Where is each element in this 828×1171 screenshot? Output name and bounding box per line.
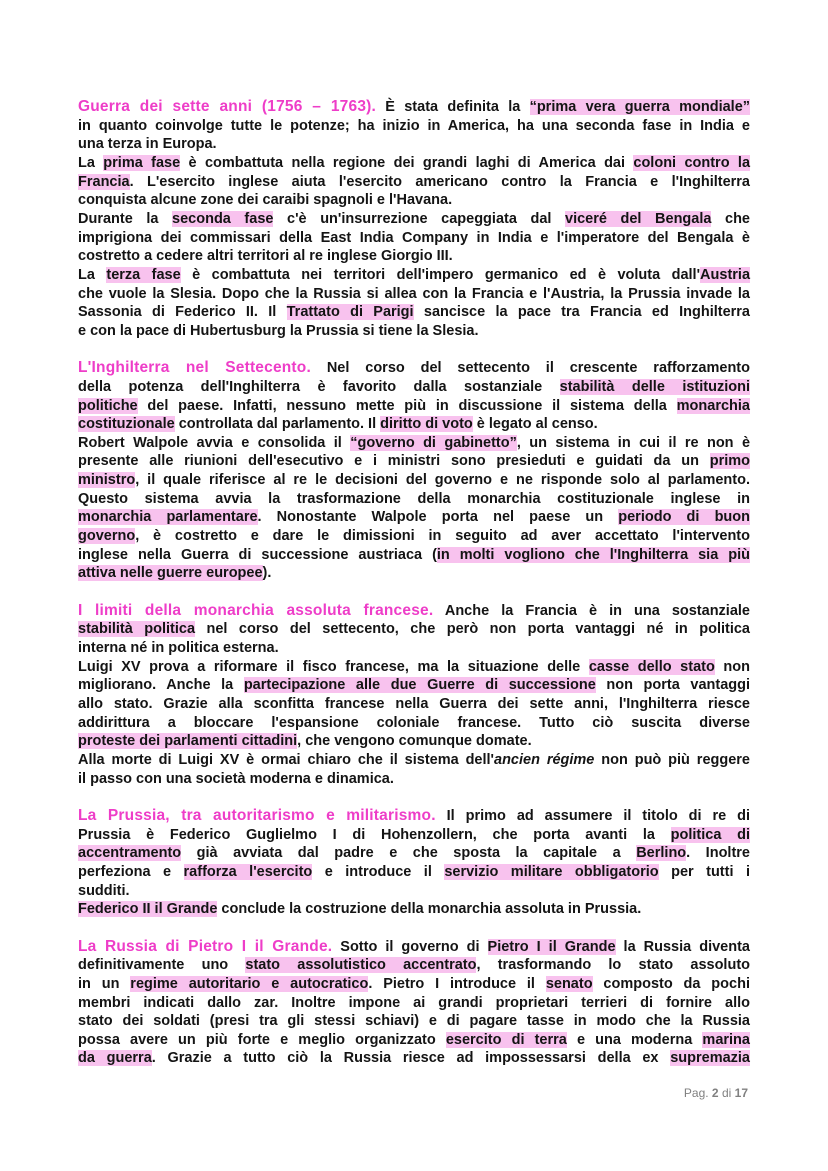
page-label: Pag. bbox=[683, 1086, 709, 1100]
highlighted-text: prima fase bbox=[103, 154, 181, 171]
highlighted-text: attiva nelle guerre europee bbox=[78, 565, 263, 582]
body-text: non bbox=[714, 658, 750, 675]
body-text: il passo con una società moderna e dinamica. bbox=[78, 770, 394, 787]
body-text: È stata definita la bbox=[376, 99, 530, 115]
text-line bbox=[78, 1031, 750, 1050]
highlighted-text: primo bbox=[709, 453, 750, 470]
text-line bbox=[78, 807, 750, 826]
body-text: Alla morte di Luigi XV è ormai chiaro che il sistema dell' bbox=[78, 751, 494, 768]
body-text: definitivamente uno bbox=[78, 957, 246, 974]
body-text: c'è un'insurrezione capeggiata dal bbox=[273, 210, 565, 227]
text-line bbox=[78, 639, 750, 658]
text-line bbox=[78, 1012, 750, 1031]
paragraph bbox=[78, 154, 750, 210]
body-text: Questo sistema avvia la trasformazione della monarchia costituzionale inglese in bbox=[78, 490, 750, 507]
body-text: già avviata dal padre e che sposta la capitale a bbox=[181, 845, 637, 862]
body-text: e introduce il bbox=[312, 863, 445, 880]
highlighted-text: Pietro I il Grande bbox=[487, 938, 616, 955]
section bbox=[78, 602, 750, 789]
body-text: allo stato. Grazie alla sconfitta francese nella Guerra dei sette anni, l'Inghilterra riesce bbox=[78, 696, 750, 712]
paragraph bbox=[78, 900, 750, 919]
section bbox=[78, 938, 750, 1069]
highlighted-text: da guerra bbox=[78, 1050, 152, 1067]
text-line bbox=[78, 173, 750, 192]
text-line bbox=[78, 229, 750, 248]
text-line bbox=[78, 471, 750, 490]
body-text: è legato al censo. bbox=[472, 416, 598, 433]
highlighted-text: regime autoritario e autocratico bbox=[130, 975, 369, 992]
highlighted-text: partecipazione alle due Guerre di successione bbox=[243, 677, 596, 694]
highlighted-text: casse dello stato bbox=[588, 658, 715, 675]
text-line bbox=[78, 732, 750, 751]
body-text: nel corso del settecento, che però non porta vantaggi né in politica bbox=[195, 621, 750, 638]
body-text: . Pietro I introduce il bbox=[368, 975, 546, 992]
text-line bbox=[78, 882, 750, 901]
body-text: , che vengono comunque domate. bbox=[297, 733, 532, 750]
highlighted-text: terza fase bbox=[106, 266, 181, 283]
text-line bbox=[78, 378, 750, 397]
text-line bbox=[78, 452, 750, 471]
body-text: Luigi XV prova a riformare il fisco francese, ma la situazione delle bbox=[78, 658, 589, 675]
body-text: non porta vantaggi bbox=[595, 677, 751, 694]
body-text: . Inoltre bbox=[686, 845, 750, 862]
text-line bbox=[78, 844, 750, 863]
text-line bbox=[78, 154, 750, 173]
body-text: Anche la Francia è in una sostanziale bbox=[433, 602, 750, 619]
text-line bbox=[78, 826, 750, 845]
paragraph bbox=[78, 938, 750, 1069]
highlighted-text: senato bbox=[545, 975, 593, 992]
body-text: è combattuta nei territori dell'impero germanico ed è voluta dall' bbox=[180, 266, 701, 283]
body-text: possa avere un più forte e meglio organizzato bbox=[78, 1031, 446, 1048]
highlighted-text: monarchia parlamentare bbox=[78, 509, 258, 526]
body-text: . Grazie a tutto ciò la Russia riesce ad impossessarsi della ex bbox=[151, 1050, 671, 1067]
body-text: che bbox=[711, 210, 750, 227]
body-text: la Russia diventa bbox=[615, 938, 750, 955]
highlighted-text: coloni contro la bbox=[633, 154, 751, 171]
text-line bbox=[78, 1049, 750, 1068]
paragraph bbox=[78, 359, 750, 434]
highlighted-text: stabilità delle istituzioni bbox=[559, 378, 750, 395]
highlighted-text: diritto di voto bbox=[380, 416, 473, 433]
body-text: sudditi. bbox=[78, 882, 130, 899]
body-text: Robert Walpole avvia e consolida il bbox=[78, 434, 351, 451]
body-text: presente alle riunioni dell'esecutivo e i ministri sono presieduti e guidati da un bbox=[78, 453, 710, 470]
highlighted-text: politica di bbox=[670, 826, 750, 843]
body-text: e con la pace di Hubertusburg la Prussia si tiene la Slesia. bbox=[78, 322, 479, 339]
text-line bbox=[78, 285, 750, 304]
page-number-footer bbox=[684, 1085, 748, 1101]
text-line bbox=[78, 620, 750, 639]
text-line bbox=[78, 695, 750, 714]
highlighted-text: Francia bbox=[78, 173, 130, 190]
highlighted-text: “governo di gabinetto” bbox=[350, 434, 517, 451]
body-text: che vuole la Slesia. Dopo che la Russia si allea con la Francia e l'Austria, la Prussia invade la bbox=[78, 285, 750, 302]
section-heading: La Prussia, tra autoritarismo e militarismo. bbox=[78, 806, 436, 824]
body-text: del paese. Infatti, nessuno mette più in discussione il sistema della bbox=[137, 397, 677, 414]
text-line bbox=[78, 508, 750, 527]
text-line bbox=[78, 714, 750, 733]
text-line bbox=[78, 322, 750, 341]
body-text: in quanto coinvolge tutte le potenze; ha inizio in America, ha una seconda fase in India e bbox=[78, 117, 750, 134]
body-text: migliorano. Anche la bbox=[78, 677, 244, 694]
paragraph bbox=[78, 807, 750, 900]
body-text: membri indicati dallo zar. Inoltre impone ai grandi proprietari terrieri di fornire allo bbox=[78, 994, 750, 1011]
text-line bbox=[78, 303, 750, 322]
highlighted-text: ministro bbox=[78, 472, 136, 489]
total-pages-number: 17 bbox=[734, 1086, 748, 1100]
text-line bbox=[78, 98, 750, 117]
text-line bbox=[78, 751, 750, 770]
highlighted-text: Trattato di Parigi bbox=[286, 304, 414, 321]
paragraph bbox=[78, 266, 750, 341]
text-line bbox=[78, 770, 750, 789]
highlighted-text: marina bbox=[702, 1031, 750, 1048]
highlighted-text: esercito di terra bbox=[445, 1031, 567, 1048]
body-text: non può più reggere bbox=[594, 751, 750, 768]
text-line bbox=[78, 863, 750, 882]
body-text: della potenza dell'Inghilterra è favorito dalla sostanziale bbox=[78, 378, 560, 395]
text-line bbox=[78, 956, 750, 975]
highlighted-text: stato assolutistico accentrato bbox=[245, 957, 477, 974]
body-text: sancisce la pace tra Francia ed Inghilterra bbox=[413, 304, 750, 321]
body-text: ). bbox=[262, 565, 272, 582]
body-text: conclude la costruzione della monarchia assoluta in Prussia. bbox=[217, 901, 642, 918]
highlighted-text: servizio militare obbligatorio bbox=[444, 863, 659, 880]
text-line bbox=[78, 135, 750, 154]
text-line bbox=[78, 546, 750, 565]
section bbox=[78, 359, 750, 583]
body-text: Prussia è Federico Guglielmo I di Hohenzollern, che porta avanti la bbox=[78, 826, 671, 843]
italic-text: ancien régime bbox=[494, 751, 595, 768]
highlighted-text: Federico II il Grande bbox=[78, 901, 218, 918]
paragraph bbox=[78, 602, 750, 658]
highlighted-text: Berlino bbox=[636, 845, 687, 862]
text-line bbox=[78, 938, 750, 957]
text-line bbox=[78, 266, 750, 285]
body-text: addirittura a bloccare l'espansione coloniale francese. Tutto ciò suscita diverse bbox=[78, 714, 750, 731]
highlighted-text: viceré del Bengala bbox=[565, 210, 712, 227]
paragraph bbox=[78, 658, 750, 751]
paragraph bbox=[78, 751, 750, 788]
text-line bbox=[78, 359, 750, 378]
highlighted-text: rafforza l'esercito bbox=[183, 863, 313, 880]
body-text: costretto a cedere altri territori al re inglese Giorgio III. bbox=[78, 248, 453, 265]
highlighted-text: in molti vogliono che l'Inghilterra sia più bbox=[436, 546, 750, 563]
highlighted-text: Austria bbox=[700, 266, 751, 283]
highlighted-text: monarchia bbox=[676, 397, 750, 414]
body-text: , il quale riferisce al re le decisioni del governo e ne risponde solo al parlamento. bbox=[135, 472, 750, 489]
body-text: perfeziona e bbox=[78, 863, 184, 880]
text-line bbox=[78, 527, 750, 546]
body-text: , un sistema in cui il re non è bbox=[516, 434, 751, 451]
paragraph bbox=[78, 434, 750, 583]
highlighted-text: supremazia bbox=[670, 1050, 750, 1067]
body-text: una terza in Europa. bbox=[78, 136, 217, 153]
body-text: . Nonostante Walpole porta nel paese un bbox=[257, 509, 619, 526]
text-line bbox=[78, 900, 750, 919]
text-line bbox=[78, 564, 750, 583]
text-line bbox=[78, 994, 750, 1013]
text-line bbox=[78, 490, 750, 509]
current-page-number: 2 bbox=[711, 1086, 719, 1100]
text-line bbox=[78, 117, 750, 136]
page-separator: di bbox=[721, 1086, 732, 1100]
body-text: per tutti i bbox=[658, 863, 750, 880]
body-text: controllata dal parlamento. Il bbox=[174, 416, 381, 433]
body-text: Sassonia di Federico II. Il bbox=[78, 304, 287, 321]
text-line bbox=[78, 415, 750, 434]
highlighted-text: governo bbox=[78, 528, 136, 545]
body-text: composto da pochi bbox=[592, 975, 750, 992]
text-line bbox=[78, 247, 750, 266]
text-line bbox=[78, 210, 750, 229]
section-heading: Guerra dei sette anni (1756 – 1763). bbox=[78, 98, 377, 115]
body-text: imprigiona dei commissari della East India Company in India e l'imperatore del Bengala è bbox=[78, 229, 750, 246]
highlighted-text: seconda fase bbox=[172, 210, 274, 227]
body-text: Il primo ad assumere il titolo di re di bbox=[435, 807, 750, 824]
body-text: La bbox=[78, 266, 107, 283]
paragraph bbox=[78, 98, 750, 154]
section-heading: I limiti della monarchia assoluta francese. bbox=[78, 601, 434, 619]
highlighted-text: proteste dei parlamenti cittadini bbox=[78, 733, 298, 750]
text-line bbox=[78, 676, 750, 695]
highlighted-text: accentramento bbox=[78, 845, 182, 862]
body-text: in un bbox=[78, 975, 131, 992]
highlighted-text: periodo di buon bbox=[618, 509, 750, 526]
body-text: , è costretto e dare le dimissioni in seguito ad aver accettato l'intervento bbox=[135, 528, 750, 545]
highlighted-text: stabilità politica bbox=[78, 621, 196, 638]
body-text: , trasformando lo stato assoluto bbox=[476, 957, 751, 974]
section bbox=[78, 807, 750, 919]
text-line bbox=[78, 397, 750, 416]
body-text: Durante la bbox=[78, 210, 173, 227]
highlighted-text: “prima vera guerra mondiale” bbox=[529, 99, 751, 115]
body-text: La bbox=[78, 154, 104, 171]
text-line bbox=[78, 658, 750, 677]
highlighted-text: politiche bbox=[78, 397, 138, 414]
body-text: conquista alcune zone dei caraibi spagnoli e l'Havana. bbox=[78, 192, 453, 209]
text-line bbox=[78, 602, 750, 621]
paragraph bbox=[78, 210, 750, 266]
body-text: Nel corso del settecento il crescente rafforzamento bbox=[310, 360, 750, 377]
body-text: è combattuta nella regione dei grandi laghi di America dai bbox=[180, 154, 634, 171]
section-heading: La Russia di Pietro I il Grande. bbox=[78, 937, 333, 955]
text-line bbox=[78, 975, 750, 994]
body-text: Sotto il governo di bbox=[332, 938, 488, 955]
body-text: . L'esercito inglese aiuta l'esercito americano contro la Francia e l'Inghilterra bbox=[129, 173, 750, 190]
text-line bbox=[78, 434, 750, 453]
body-text: interna né in politica esterna. bbox=[78, 640, 279, 657]
section-heading: L'Inghilterra nel Settecento. bbox=[78, 359, 311, 377]
section bbox=[78, 98, 750, 341]
body-text: stato dei soldati (presi tra gli stessi schiavi) e di pagare tasse in modo che la Russia bbox=[78, 1013, 750, 1030]
text-line bbox=[78, 191, 750, 210]
notes-body bbox=[78, 98, 750, 1068]
highlighted-text: costituzionale bbox=[78, 416, 175, 433]
body-text: e una moderna bbox=[566, 1031, 703, 1048]
body-text: inglese nella Guerra di successione austriaca ( bbox=[78, 546, 437, 563]
